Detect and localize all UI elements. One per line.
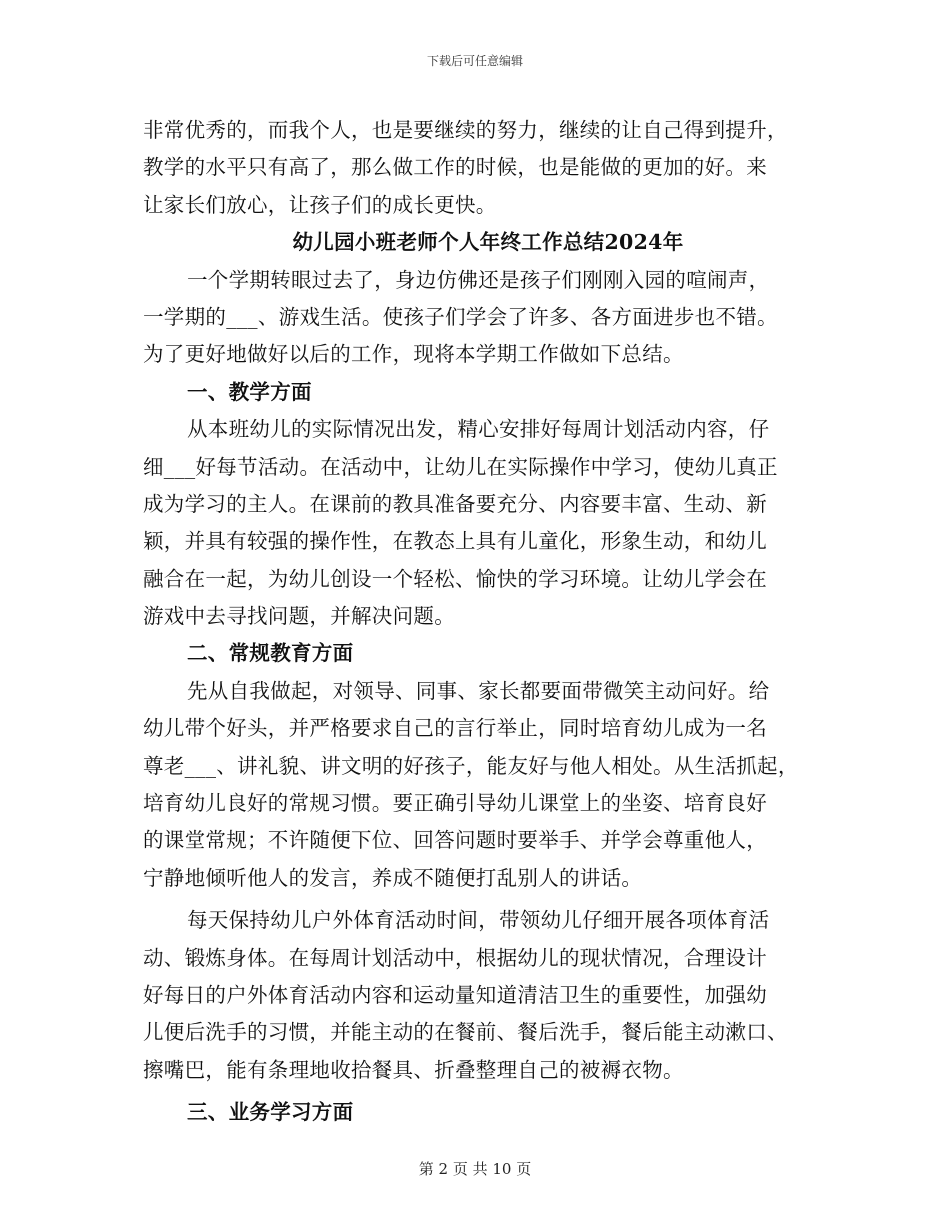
text-line: 非常优秀的，而我个人，也是要继续的努力，继续的让自己得到提升， <box>143 118 788 142</box>
text-line: 尊老___、讲礼貌、讲文明的好孩子，能友好与他人相处。从生活抓起， <box>143 753 799 778</box>
document-title: 幼儿园小班老师个人年终工作总结2024年 <box>292 230 684 255</box>
text-line: 一个学期转眼过去了，身边仿佛还是孩子们刚刚入园的喧闹声， <box>187 267 770 292</box>
text-line: 儿便后洗手的习惯，并能主动的在餐前、餐后洗手，餐后能主动漱口、 <box>143 1020 788 1045</box>
text-line: 的课堂常规；不许随便下位、回答问题时要举手、并学会尊重他人， <box>143 828 767 853</box>
text-line: 培育幼儿良好的常规习惯。要正确引导幼儿课堂上的坐姿、培育良好 <box>143 791 767 816</box>
text-line: 游戏中去寻找问题，并解决问题。 <box>143 604 455 629</box>
text-line: 每天保持幼儿户外体育活动时间，带领幼儿仔细开展各项体育活 <box>187 908 770 933</box>
text-line: 成为学习的主人。在课前的教具准备要充分、内容要丰富、生动、新 <box>143 491 767 516</box>
text-line: 细___好每节活动。在活动中，让幼儿在实际操作中学习，使幼儿真正 <box>143 454 778 479</box>
text-line: 融合在一起，为幼儿创设一个轻松、愉快的学习环境。让幼儿学会在 <box>143 566 767 591</box>
text-line: 动、锻炼身体。在每周计划活动中，根据幼儿的现状情况，合理设计 <box>143 945 767 970</box>
page-header: 下载后可任意编辑 <box>426 54 523 68</box>
text-line: 颖，并具有较强的操作性，在教态上具有儿童化，形象生动，和幼儿 <box>143 529 767 554</box>
text-line: 好每日的户外体育活动内容和运动量知道清洁卫生的重要性，加强幼 <box>143 982 767 1007</box>
text-line: 幼儿带个好头，并严格要求自己的言行举止，同时培育幼儿成为一名 <box>143 716 767 741</box>
text-line: 为了更好地做好以后的工作，现将本学期工作做如下总结。 <box>143 342 684 367</box>
text-line: 擦嘴巴，能有条理地收拾餐具、折叠整理自己的被褥衣物。 <box>143 1057 684 1082</box>
document-body <box>143 112 823 1132</box>
page-footer: 第 2 页 共 10 页 <box>418 1160 532 1178</box>
text-line: 从本班幼儿的实际情况出发，精心安排好每周计划活动内容，仔 <box>187 417 770 442</box>
section-heading-teaching: 一、教学方面 <box>187 379 312 404</box>
section-heading-study: 三、业务学习方面 <box>187 1100 354 1125</box>
text-line: 先从自我做起，对领导、同事、家长都要面带微笑主动问好。给 <box>187 678 770 703</box>
text-line: 宁静地倾听他人的发言，养成不随便打乱别人的讲话。 <box>143 865 643 890</box>
text-line: 让家长们放心，让孩子们的成长更快。 <box>143 192 497 217</box>
text-line: 教学的水平只有高了，那么做工作的时候，也是能做的更加的好。来 <box>143 155 767 180</box>
text-line: 一学期的___、游戏生活。使孩子们学会了许多、各方面进步也不错。 <box>143 304 778 329</box>
section-heading-routine: 二、常规教育方面 <box>187 641 354 666</box>
